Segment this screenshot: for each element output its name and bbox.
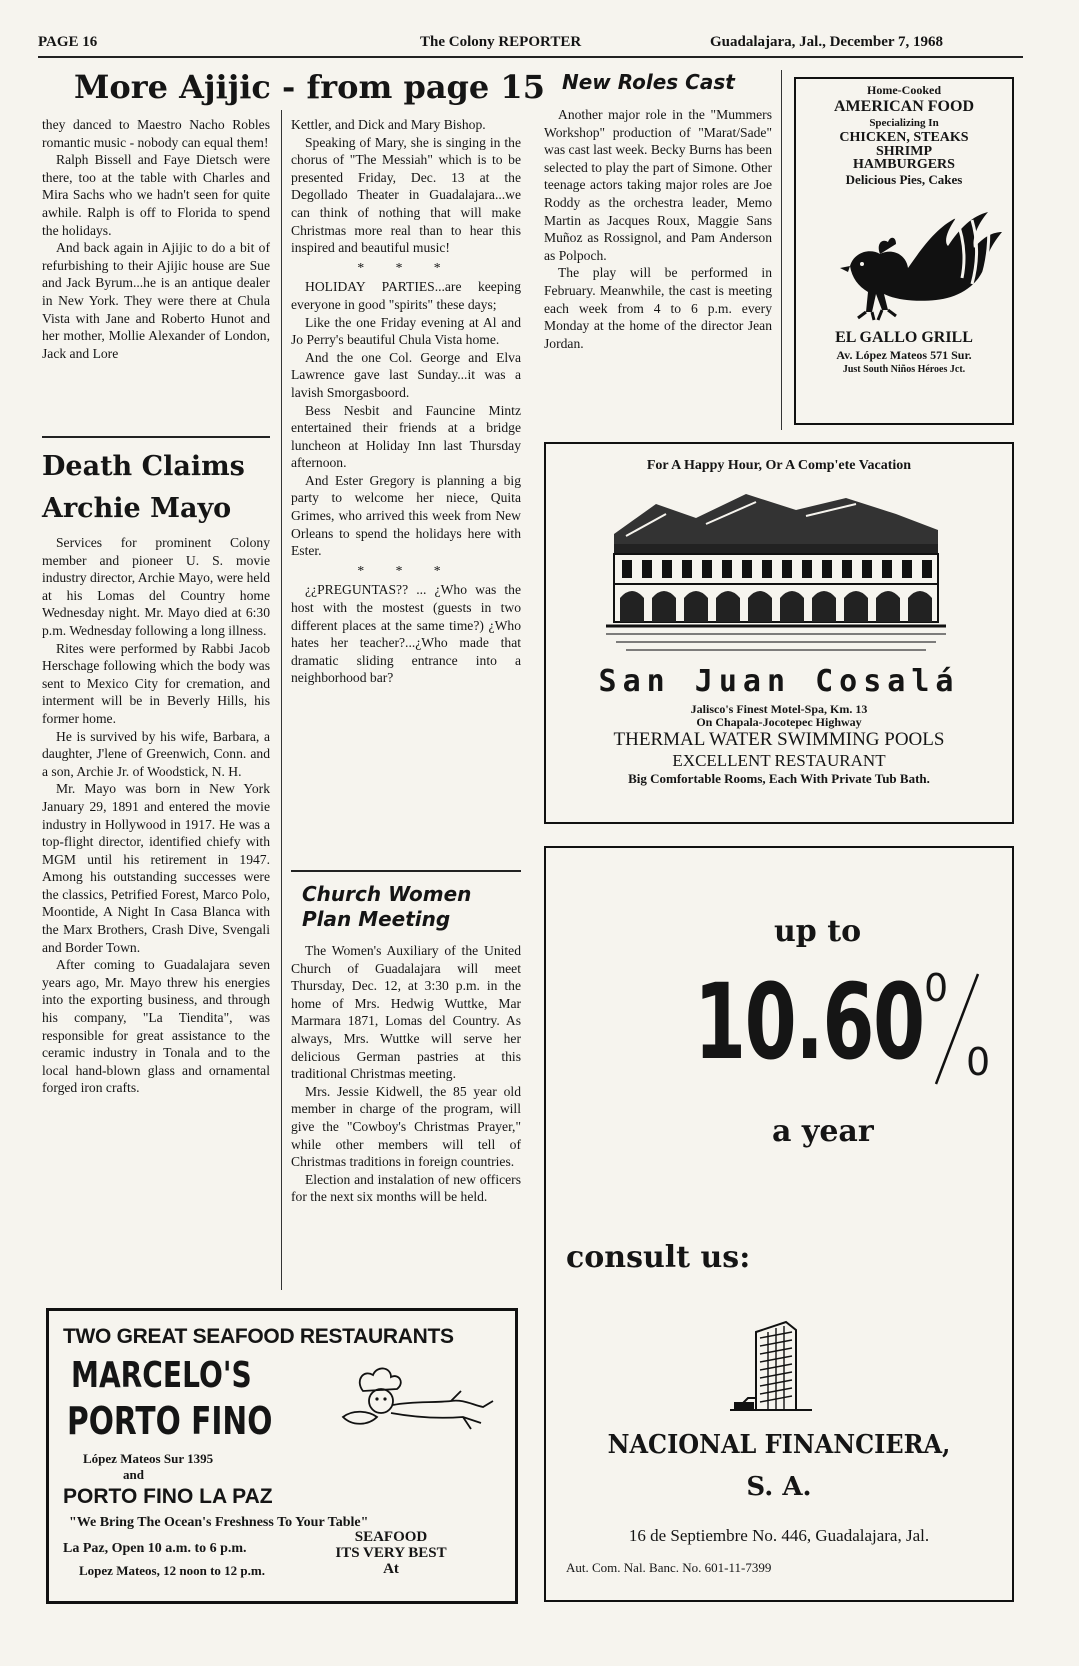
- article-paragraph: And the one Col. George and Elva Lawrence gave last Sunday...it was a lavish Smorgasboord.: [291, 349, 521, 400]
- article-paragraph: The play will be performed in February. Meanwhile, the cast is meeting each week from 4 to 6 p.m. every Monday at the home of the director Jean Jordan.: [544, 265, 772, 351]
- article-paragraph: After coming to Guadalajara seven years ago, Mr. Mayo threw his energies into the exporting business, and through his company, "La Tiendita", was responsible for great assistance to the ceramic industry in Tonala and to the local hand-blown glass and ornamental forged iron crafts.: [42, 957, 270, 1096]
- church-article: [291, 942, 521, 1206]
- paper-name: The Colony REPORTER: [420, 34, 582, 50]
- ad-address: López Mateos Sur 1395: [83, 1451, 214, 1466]
- ad-line: HAMBURGERS: [853, 157, 955, 172]
- el-gallo-grill-ad: [794, 77, 1014, 425]
- ad-heading: TWO GREAT SEAFOOD RESTAURANTS: [63, 1325, 454, 1348]
- article-paragraph: Speaking of Mary, she is singing in the chorus of "The Messiah" which is to be presented Friday, Dec. 13 at the Degollado Theater in Guadalajara...we can think of nothing that will make Christmas more real than to hear this inspired and beautiful music!: [291, 134, 521, 256]
- ad-line: AMERICAN FOOD: [834, 98, 974, 115]
- nacional-financiera-ad: [544, 846, 1014, 1602]
- church-headline: [302, 882, 522, 932]
- ad-line: On Chapala-Jocotepec Highway: [696, 715, 862, 729]
- motel-illustration: [546, 474, 1012, 662]
- percent-top: 0: [924, 966, 949, 1010]
- death-headline: [42, 446, 270, 530]
- article-paragraph: He is survived by his wife, Barbara, a daughter, J'lene of Greenwich, Conn. and a son, Archie Jr. of Woodstick, N. H.: [42, 728, 270, 779]
- separator-stars: * * *: [357, 259, 455, 275]
- roles-article: [544, 106, 772, 352]
- article-paragraph: Bess Nesbit and Fauncine Mintz entertained their friends at a bridge luncheon at Holiday Inn last Thursday afternoon.: [291, 402, 521, 471]
- separator-stars: * * *: [357, 562, 455, 578]
- article-paragraph: Kettler, and Dick and Mary Bishop.: [291, 117, 486, 132]
- ad-line: Big Comfortable Rooms, Each With Private Tub Bath.: [628, 771, 930, 786]
- death-headline-line1: Death Claims: [42, 451, 245, 482]
- article-paragraph: Ralph Bissell and Faye Dietsch were there, too at the table with Charles and Mira Sachs who we hadn't seen for quite awhile. Ralph is off to Florida to spend the holidays.: [42, 152, 270, 238]
- ad-line: Delicious Pies, Cakes: [845, 172, 963, 187]
- church-headline-line2: Plan Meeting: [302, 907, 451, 931]
- ad-name: San Juan Cosalá: [598, 664, 960, 699]
- ad-directions: Just South Niños Héroes Jct.: [842, 364, 966, 375]
- ad-slogan: "We Bring The Ocean's Freshness To Your Table": [69, 1515, 369, 1530]
- roles-headline: New Roles Cast: [562, 70, 735, 94]
- percent-bottom: 0: [966, 1040, 991, 1084]
- ajijic-col2: [291, 116, 521, 687]
- ad-hours: La Paz, Open 10 a.m. to 6 p.m.: [63, 1541, 247, 1556]
- article-paragraph: Services for prominent Colony member and pioneer U. S. movie industry director, Archie Mayo, were held at his Lomas del Country home Wednesday night. Mr. Mayo died at 6:30 p.m. Wednesday following a long illness.: [42, 535, 270, 638]
- dateline: Guadalajara, Jal., December 7, 1968: [710, 34, 944, 50]
- ad-hours: Lopez Mateos, 12 noon to 12 p.m.: [79, 1563, 265, 1578]
- ad-seafood-line: At: [383, 1561, 399, 1577]
- ad-line: EXCELLENT RESTAURANT: [672, 751, 886, 770]
- death-headline-line2: Archie Mayo: [42, 493, 232, 524]
- ad-line: Home-Cooked: [867, 83, 941, 97]
- ad-name: PORTO FINO: [67, 1399, 273, 1443]
- divider: [42, 436, 270, 438]
- rooster-illustration: [796, 188, 1012, 328]
- ad-line: THERMAL WATER SWIMMING POOLS: [613, 729, 945, 750]
- san-juan-cosala-ad: [544, 442, 1014, 824]
- article-paragraph: they danced to Maestro Nacho Robles romantic music - nobody can equal them!: [42, 117, 270, 150]
- ad-year: a year: [772, 1114, 874, 1149]
- article-paragraph: And Ester Gregory is planning a big party to welcome her niece, Quita Grimes, who arrived this week from New Orleans to spend the holidays here with Ester.: [291, 472, 521, 559]
- article-paragraph: Like the one Friday evening at Al and Jo Perry's beautiful Chula Vista home.: [291, 314, 521, 348]
- ad-seafood: [321, 1529, 461, 1577]
- ad-name: EL GALLO GRILL: [835, 329, 973, 346]
- ad-consult: consult us:: [566, 1240, 751, 1275]
- article-paragraph: HOLIDAY PARTIES...are keeping everyone in good "spirits" these days;: [291, 279, 521, 312]
- church-headline-line1: Church Women: [302, 882, 472, 906]
- bank-building-illustration: [726, 1318, 816, 1418]
- article-paragraph: ¿¿PREGUNTAS?? ... ¿Who was the host with the mostest (guests in two different places at the same time?) ¿Who hates her teacher?...¿Who made that dramatic sliding entrance into a neighborhood bar?: [291, 582, 521, 686]
- ad-name: MARCELO'S: [71, 1355, 252, 1396]
- ad-name: PORTO FINO LA PAZ: [63, 1485, 273, 1508]
- ad-line: CHICKEN, STEAKS: [839, 130, 969, 145]
- ajijic-col1: [42, 116, 270, 362]
- article-paragraph: Another major role in the "Mummers Workshop" production of "Marat/Sade" was cast last week. Becky Burns has been selected to play the part of Simone. Other teenage actors taking major roles are Joe Roddy as the orchestra leader, Memo Martin as Jacques Roux, Maggie Sans Muñoz as Rossignol, and Pam Anderson as Polpoch.: [544, 107, 773, 263]
- article-paragraph: Mrs. Jessie Kidwell, the 85 year old member in charge of the program, will give the "Cowboy's Christmas Prayer," while other members will tell of Christmas traditions in foreign countries.: [291, 1083, 521, 1170]
- ad-and: and: [123, 1467, 144, 1482]
- article-paragraph: And back again in Ajijic to do a bit of refurbishing to their Ajijic house are Sue and Jack Byrum...he is an antique dealer in New York. They were there at Chula Vista with Jane and Roberto Hunot and her mother, Mollie Alexander of London, Jack and Lore: [42, 240, 270, 361]
- ad-upto: up to: [774, 914, 862, 949]
- ad-name: NACIONAL FINANCIERA,: [607, 1430, 951, 1460]
- death-article: [42, 534, 270, 1097]
- ad-line: Specializing In: [869, 117, 939, 129]
- column-rule: [281, 110, 282, 1290]
- ad-address: 16 de Septiembre No. 446, Guadalajara, Jal.: [628, 1526, 930, 1545]
- ad-auth: Aut. Com. Nal. Banc. No. 601-11-7399: [566, 1560, 772, 1575]
- seafood-restaurants-ad: [46, 1308, 518, 1604]
- ajijic-headline: More Ajijic - from page 15: [74, 68, 545, 106]
- column-rule: [781, 70, 782, 430]
- article-paragraph: Election and instalation of new officers for the next six months will be held.: [291, 1171, 521, 1205]
- ad-sa: S. A.: [746, 1472, 812, 1502]
- ad-address: Av. López Mateos 571 Sur.: [836, 348, 972, 362]
- ad-rate: 10.60: [694, 961, 924, 1083]
- divider: [291, 870, 521, 872]
- ad-line: SHRIMP: [876, 144, 932, 159]
- ad-line: Jalisco's Finest Motel-Spa, Km. 13: [690, 702, 868, 716]
- article-paragraph: Rites were performed by Rabbi Jacob Herschage following which the body was sent to Mexico City for cremation, and interment will be in Beverly Hills, his former home.: [42, 640, 270, 726]
- masthead: [38, 34, 1023, 58]
- ad-tagline: For A Happy Hour, Or A Comp'ete Vacation: [646, 458, 912, 473]
- ad-seafood-line: ITS VERY BEST: [335, 1545, 447, 1561]
- ad-seafood-line: SEAFOOD: [354, 1529, 428, 1545]
- page-number: PAGE 16: [38, 34, 98, 50]
- chef-illustration: [333, 1361, 503, 1441]
- article-paragraph: The Women's Auxiliary of the United Church of Guadalajara will meet Thursday, Dec. 12, at 3:30 p.m. in the home of Mrs. Hedwig Wuttke, Mar Marmara 1871, Lomas del Country. As always, Mrs. Wuttke will serve her delicious German pastries at this traditional Christmas meeting.: [291, 943, 521, 1082]
- article-paragraph: Mr. Mayo was born in New York January 29, 1891 and entered the movie industry in Hollywood in 1917. He was a top-flight director, identified chiefy with MGM until his retirement in 1947. Among his outstanding successes were the classics, Petrified Forest, Marco Polo, Moontide, A Night In Casa Blanca with the Marx Brothers, Crash Dive, Svengali and Border Town.: [42, 781, 270, 955]
